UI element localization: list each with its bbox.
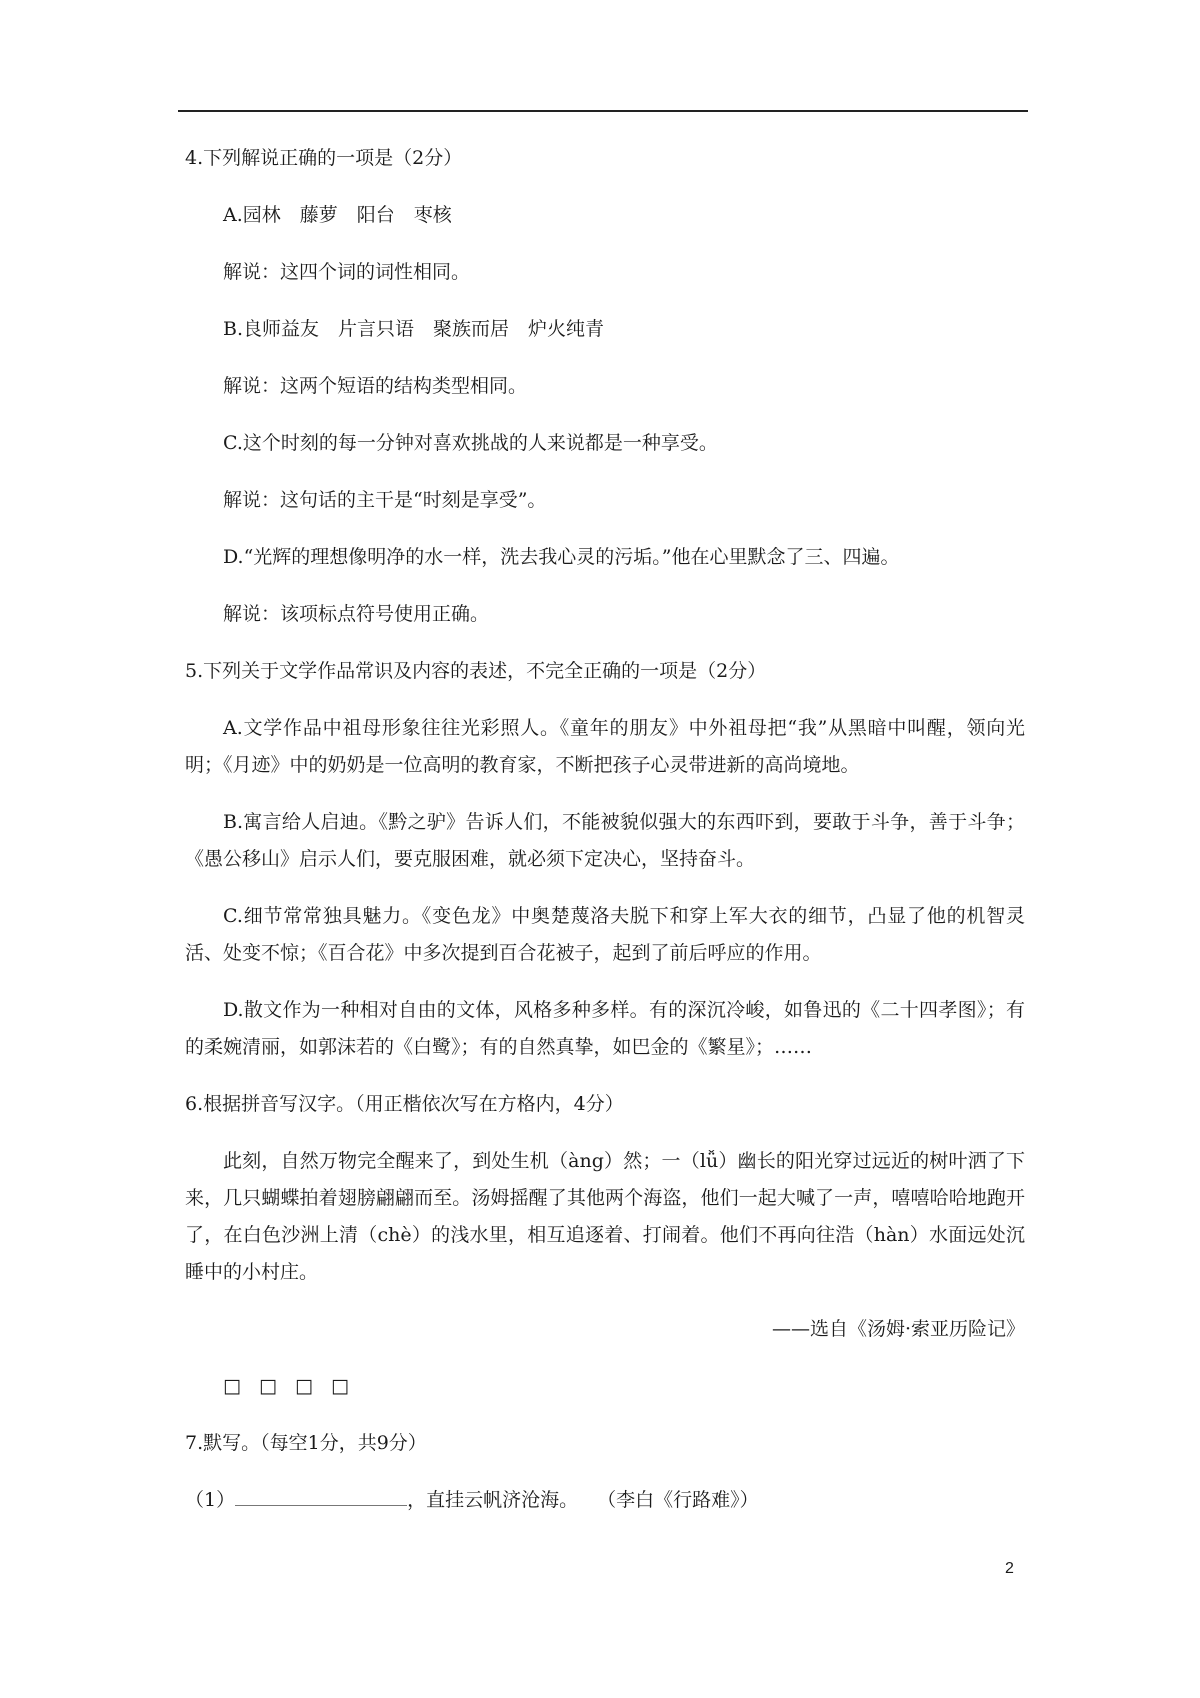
q5-option-d: D.散文作为一种相对自由的文体，风格多种多样。有的深沉冷峻，如鲁迅的《二十四孝图》；有的柔婉清丽，如郭沫若的《白鹭》；有的自然真挚，如巴金的《繁星》；…… [185,999,1025,1058]
q7-item-1-text: ，直挂云帆济沧海。 （李白《行路难》） [407,1489,759,1511]
page-number: 2 [1005,1560,1014,1577]
q4-option-b-note: 解说：这两个短语的结构类型相同。 [223,375,528,397]
question-6-stem: 6.根据拼音写汉字。（用正楷依次写在方格内，4分） [185,1093,624,1115]
q6-answer-boxes[interactable]: □ □ □ □ [223,1375,355,1397]
q5-option-c: C.细节常常独具魅力。《变色龙》中奥楚蔑洛夫脱下和穿上军大衣的细节，凸显了他的机智灵活、处变不惊；《百合花》中多次提到百合花被子，起到了前后呼应的作用。 [185,905,1025,964]
q6-source: ——选自《汤姆·索亚历险记》 [771,1318,1025,1340]
q4-option-c-note: 解说：这句话的主干是“时刻是享受”。 [223,489,547,511]
question-4-stem: 4.下列解说正确的一项是（2分） [185,147,463,169]
exam-page [185,140,1025,1539]
q5-option-a: A.文学作品中祖母形象往往光彩照人。《童年的朋友》中外祖母把“我”从黑暗中叫醒，领向光明；《月迹》中的奶奶是一位高明的教育家，不断把孩子心灵带进新的高尚境地。 [185,717,1025,776]
q7-item-1-blank[interactable] [235,1483,407,1506]
header-rule [178,110,1028,112]
q4-option-a: A.园林 藤萝 阳台 枣核 [223,204,452,226]
q7-item-1 [185,1482,1025,1519]
q7-item-1-number: （1） [185,1489,236,1511]
q6-passage: 此刻，自然万物完全醒来了，到处生机（àng）然；一（lǚ）幽长的阳光穿过远近的树叶洒了下来，几只蝴蝶拍着翅膀翩翩而至。汤姆摇醒了其他两个海盗，他们一起大喊了一声，嘻嘻哈哈地跑开了，在白色沙洲上清（chè）的浅水里，相互追逐着、打闹着。他们不再向往浩（hàn）水面远处沉睡中的小村庄。 [185,1150,1025,1283]
q4-option-a-note: 解说：这四个词的词性相同。 [223,261,471,283]
q4-option-b: B.良师益友 片言只语 聚族而居 炉火纯青 [223,318,605,340]
q4-option-d-note: 解说：该项标点符号使用正确。 [223,603,490,625]
q5-option-b: B.寓言给人启迪。《黔之驴》告诉人们，不能被貌似强大的东西吓到，要敢于斗争，善于斗争；《愚公移山》启示人们，要克服困难，就必须下定决心，坚持奋斗。 [185,811,1025,870]
q4-option-c: C.这个时刻的每一分钟对喜欢挑战的人来说都是一种享受。 [223,432,718,454]
question-7-stem: 7.默写。（每空1分，共9分） [185,1432,427,1454]
q4-option-d: D.“光辉的理想像明净的水一样，洗去我心灵的污垢。”他在心里默念了三、四遍。 [223,546,900,568]
question-5-stem: 5.下列关于文学作品常识及内容的表述，不完全正确的一项是（2分） [185,660,767,682]
